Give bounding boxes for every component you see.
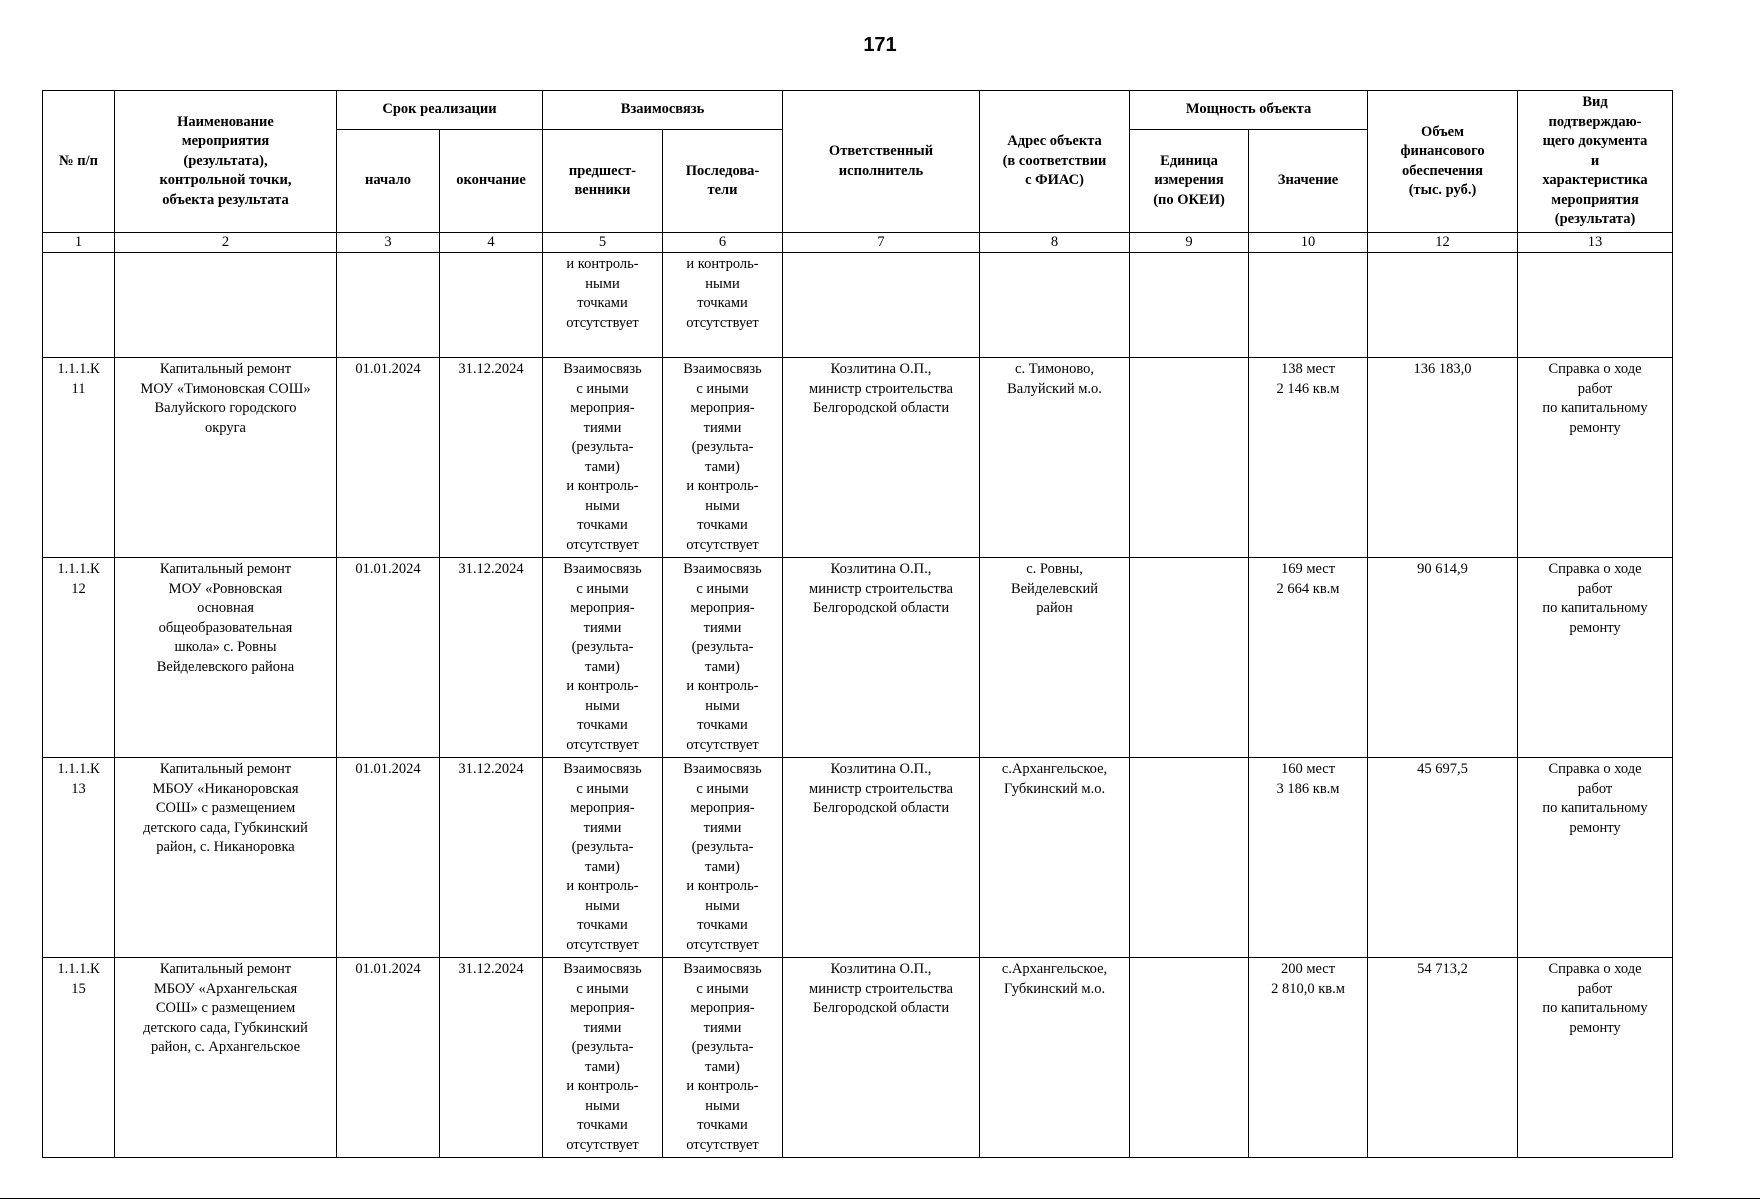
cell-pred: Взаимосвязь с иными мероприя- тиями (результа- тами) и контроль- ными точками отсутствует <box>543 558 663 758</box>
cell-address: с.Архангельское, Губкинский м.о. <box>980 958 1130 1158</box>
cell-num <box>43 253 115 358</box>
cell-address: с. Тимоново, Валуйский м.о. <box>980 358 1130 558</box>
cell-executor: Козлитина О.П., министр строительства Белгородской области <box>783 358 980 558</box>
cell-num: 1.1.1.К 13 <box>43 758 115 958</box>
cell-finance: 90 614,9 <box>1368 558 1518 758</box>
header-name: Наименование мероприятия (результата), контрольной точки, объекта результата <box>115 91 337 233</box>
cell-doc: Справка о ходе работ по капитальному ремонту <box>1518 758 1673 958</box>
cell-pred: Взаимосвязь с иными мероприя- тиями (результа- тами) и контроль- ными точками отсутствует <box>543 958 663 1158</box>
table-row-continued <box>43 253 1673 358</box>
column-number: 9 <box>1130 233 1249 253</box>
cell-succ: Взаимосвязь с иными мероприя- тиями (результа- тами) и контроль- ными точками отсутствует <box>663 558 783 758</box>
cell-executor: Козлитина О.П., министр строительства Белгородской области <box>783 958 980 1158</box>
cell-finance <box>1368 253 1518 358</box>
cell-num: 1.1.1.К 15 <box>43 958 115 1158</box>
cell-succ: Взаимосвязь с иными мероприя- тиями (результа- тами) и контроль- ными точками отсутствует <box>663 958 783 1158</box>
header-finance: Объем финансового обеспечения (тыс. руб.) <box>1368 91 1518 233</box>
cell-start: 01.01.2024 <box>337 558 440 758</box>
header-pred: предшест- венники <box>543 130 663 233</box>
header-executor: Ответственный исполнитель <box>783 91 980 233</box>
table-row <box>43 558 1673 758</box>
cell-name: Капитальный ремонт МОУ «Ровновская основная общеобразовательная школа» с. Ровны Вейделевского района <box>115 558 337 758</box>
cell-end: 31.12.2024 <box>440 558 543 758</box>
cell-unit <box>1130 958 1249 1158</box>
cell-name <box>115 253 337 358</box>
header-link: Взаимосвязь <box>543 91 783 130</box>
cell-address <box>980 253 1130 358</box>
header-unit: Единица измерения (по ОКЕИ) <box>1130 130 1249 233</box>
cell-finance: 54 713,2 <box>1368 958 1518 1158</box>
cell-doc: Справка о ходе работ по капитальному ремонту <box>1518 958 1673 1158</box>
column-number: 4 <box>440 233 543 253</box>
column-number: 1 <box>43 233 115 253</box>
cell-num: 1.1.1.К 12 <box>43 558 115 758</box>
cell-executor <box>783 253 980 358</box>
cell-pred: и контроль- ными точками отсутствует <box>543 253 663 358</box>
cell-end: 31.12.2024 <box>440 758 543 958</box>
header-doc: Вид подтверждаю- щего документа и характеристика мероприятия (результата) <box>1518 91 1673 233</box>
cell-finance: 45 697,5 <box>1368 758 1518 958</box>
column-number: 2 <box>115 233 337 253</box>
column-number: 7 <box>783 233 980 253</box>
cell-unit <box>1130 358 1249 558</box>
cell-value: 169 мест 2 664 кв.м <box>1249 558 1368 758</box>
column-number: 13 <box>1518 233 1673 253</box>
header-num: № п/п <box>43 91 115 233</box>
page-number: 171 <box>863 34 897 56</box>
column-number: 5 <box>543 233 663 253</box>
column-number: 12 <box>1368 233 1518 253</box>
column-number: 6 <box>663 233 783 253</box>
cell-doc <box>1518 253 1673 358</box>
cell-pred: Взаимосвязь с иными мероприя- тиями (результа- тами) и контроль- ными точками отсутствует <box>543 758 663 958</box>
cell-value: 200 мест 2 810,0 кв.м <box>1249 958 1368 1158</box>
header-start: начало <box>337 130 440 233</box>
cell-unit <box>1130 253 1249 358</box>
column-number: 10 <box>1249 233 1368 253</box>
table-row <box>43 958 1673 1158</box>
cell-end <box>440 253 543 358</box>
cell-unit <box>1130 758 1249 958</box>
cell-start <box>337 253 440 358</box>
cell-succ: Взаимосвязь с иными мероприя- тиями (результа- тами) и контроль- ными точками отсутствует <box>663 358 783 558</box>
cell-end: 31.12.2024 <box>440 358 543 558</box>
cell-start: 01.01.2024 <box>337 758 440 958</box>
cell-value <box>1249 253 1368 358</box>
cell-value: 138 мест 2 146 кв.м <box>1249 358 1368 558</box>
column-number: 3 <box>337 233 440 253</box>
cell-name: Капитальный ремонт МОУ «Тимоновская СОШ» Валуйского городского округа <box>115 358 337 558</box>
cell-finance: 136 183,0 <box>1368 358 1518 558</box>
cell-address: с.Архангельское, Губкинский м.о. <box>980 758 1130 958</box>
cell-doc: Справка о ходе работ по капитальному ремонту <box>1518 558 1673 758</box>
cell-name: Капитальный ремонт МБОУ «Архангельская СОШ» с размещением детского сада, Губкинский район, с. Архангельское <box>115 958 337 1158</box>
header-period: Срок реализации <box>337 91 543 130</box>
cell-succ: Взаимосвязь с иными мероприя- тиями (результа- тами) и контроль- ными точками отсутствует <box>663 758 783 958</box>
header-value: Значение <box>1249 130 1368 233</box>
table-row <box>43 758 1673 958</box>
cell-executor: Козлитина О.П., министр строительства Белгородской области <box>783 758 980 958</box>
cell-pred: Взаимосвязь с иными мероприя- тиями (результа- тами) и контроль- ными точками отсутствует <box>543 358 663 558</box>
cell-num: 1.1.1.К 11 <box>43 358 115 558</box>
header-end: окончание <box>440 130 543 233</box>
header-row-1 <box>43 91 1673 130</box>
cell-succ: и контроль- ными точками отсутствует <box>663 253 783 358</box>
header-address: Адрес объекта (в соответствии с ФИАС) <box>980 91 1130 233</box>
header-capacity: Мощность объекта <box>1130 91 1368 130</box>
cell-end: 31.12.2024 <box>440 958 543 1158</box>
cell-unit <box>1130 558 1249 758</box>
table-row <box>43 358 1673 558</box>
header-succ: Последова- тели <box>663 130 783 233</box>
cell-value: 160 мест 3 186 кв.м <box>1249 758 1368 958</box>
column-number: 8 <box>980 233 1130 253</box>
cell-start: 01.01.2024 <box>337 358 440 558</box>
activities-table <box>42 90 1673 1158</box>
cell-address: с. Ровны, Вейделевский район <box>980 558 1130 758</box>
column-numbers-row <box>43 233 1673 253</box>
cell-name: Капитальный ремонт МБОУ «Никаноровская СОШ» с размещением детского сада, Губкинский район, с. Никаноровка <box>115 758 337 958</box>
cell-doc: Справка о ходе работ по капитальному ремонту <box>1518 358 1673 558</box>
cell-executor: Козлитина О.П., министр строительства Белгородской области <box>783 558 980 758</box>
cell-start: 01.01.2024 <box>337 958 440 1158</box>
